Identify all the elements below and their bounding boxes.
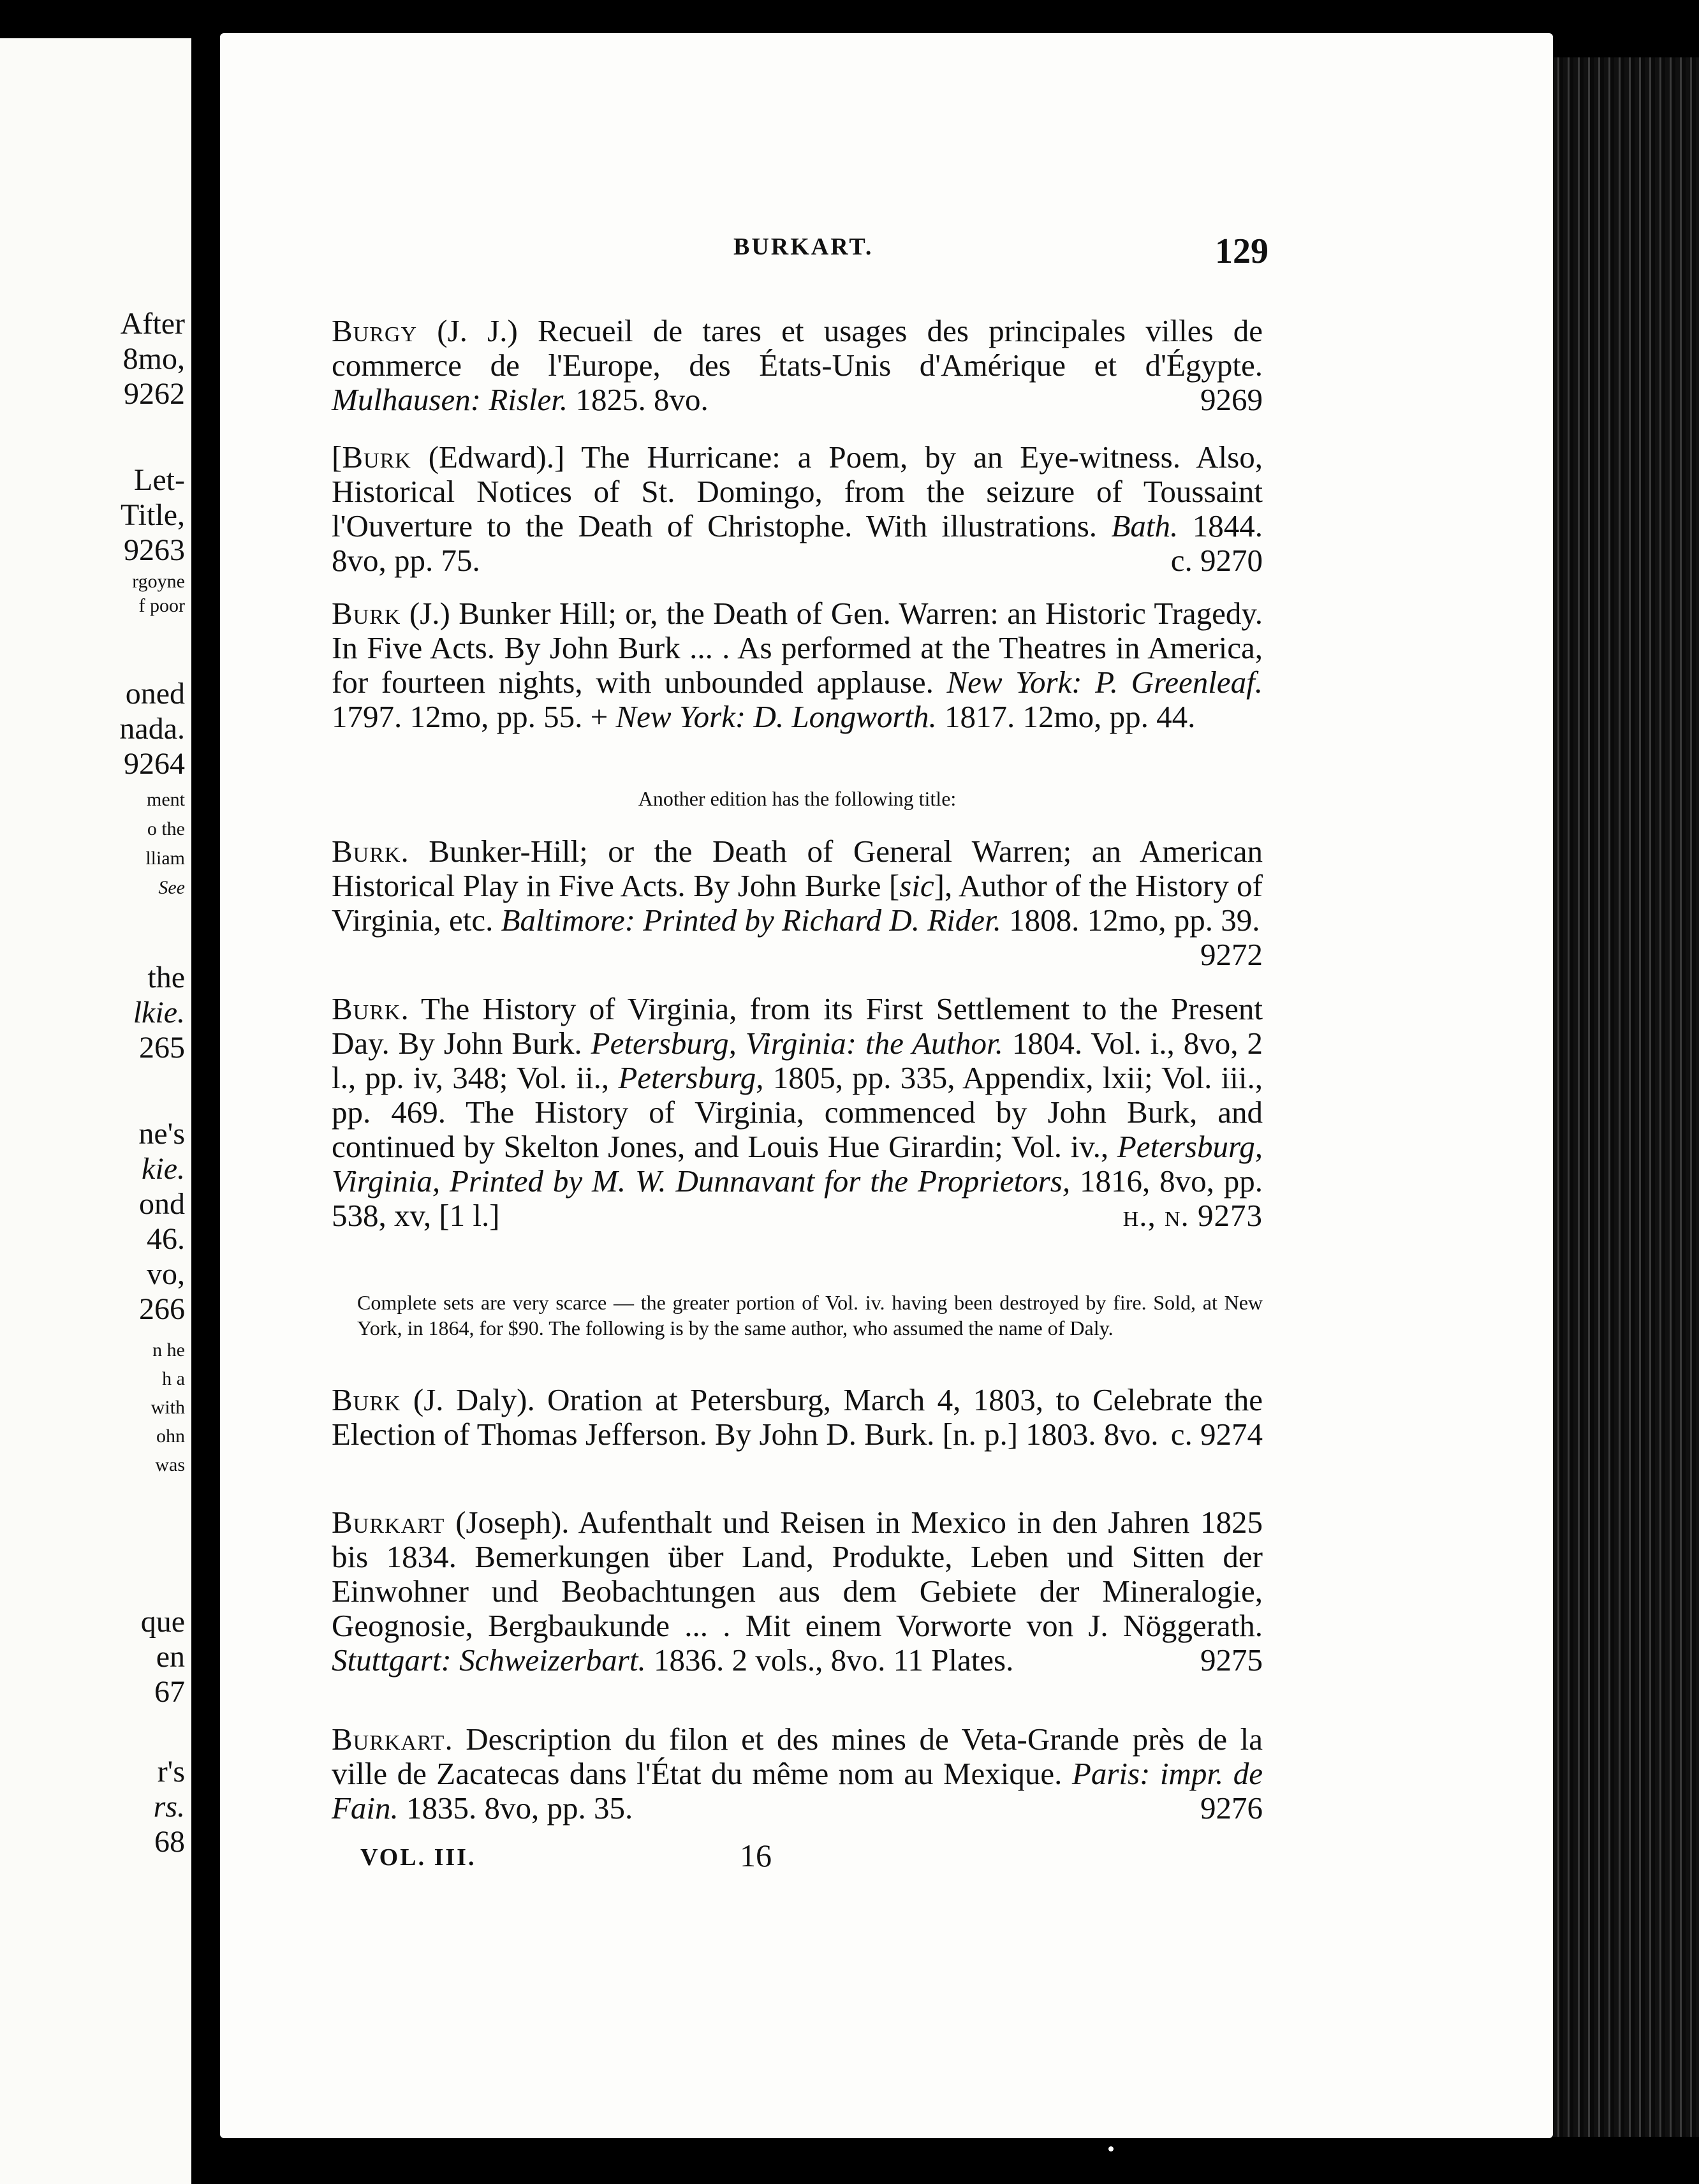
catalog-entry-9276 [332,1722,1263,1826]
facing-text: rs. [153,1790,185,1824]
facing-text: 265 [139,1031,185,1065]
entry-number: h., n. 9273 [1122,1198,1263,1233]
facing-text: rgoyne [132,571,185,592]
facing-text: Title, [121,498,185,532]
catalog-entry-9272 [332,834,1263,972]
facing-text: 46. [147,1222,185,1256]
facing-text: 9264 [124,747,185,781]
facing-text: oned [125,677,185,711]
entry-imprint: New York: D. Longworth. [615,699,937,734]
entry-text: . The History of Virginia, from its First Settlement to the Present Day. By John Burk. [332,991,1263,1061]
entry-number: 9275 [1200,1642,1263,1678]
facing-text: lliam [145,848,185,869]
entry-sic: sic [899,868,934,903]
facing-text: with [151,1397,185,1418]
entry-text: 1825. 8vo. [568,382,709,417]
entry-imprint: Petersburg, Virginia: the Author. [591,1026,1003,1061]
catalog-entry-9273 [332,992,1263,1233]
entry-heading: Burk [332,596,401,631]
facing-text: After [120,307,185,341]
facing-text: 9263 [124,533,185,567]
entry-text: 1808. 12mo, pp. 39. [1001,903,1260,938]
entry-text: 1835. 8vo, pp. 35. [398,1790,633,1826]
entry-text: ], Author of the History of Virginia, etc. [332,868,1263,938]
entry-heading: Burk [332,1382,401,1417]
entry-text: (J. J.) Recueil de tares et usages des principales villes de commerce de l'Europe, des États-Unis d'Amérique et d'Égypte. [332,313,1263,383]
entry-number: 9276 [1200,1790,1263,1826]
entry-heading: Burk [332,834,401,869]
facing-text: 9262 [124,377,185,411]
entry-imprint: Bath. [1111,508,1179,543]
entry-note: Another edition has the following title: [638,787,957,810]
page-number: 129 [1215,232,1269,271]
facing-text: vo, [147,1257,185,1291]
facing-text: ohn [156,1426,185,1447]
entry-text: 1817. 12mo, pp. 44. [936,699,1196,734]
facing-text: was [155,1454,185,1475]
catalog-entry-9269 [332,314,1263,417]
facing-text: kie. [142,1152,185,1186]
entry-imprint: Petersburg, [618,1060,764,1095]
entry-number: c. 9270 [1170,543,1263,578]
facing-page [0,38,191,2184]
facing-text: 68 [154,1825,185,1859]
facing-text: que [140,1605,185,1639]
entry-text: 1816, 8vo, pp. 538, xv, [1 l.] [332,1163,1263,1233]
catalog-entry-9270 [332,440,1263,578]
running-head: BURKART. [733,233,874,260]
facing-text: ne's [138,1117,185,1151]
facing-text: 67 [154,1675,185,1709]
entry-imprint: Stuttgart: Schweizerbart. [332,1642,646,1678]
entry-number: 9269 [1200,382,1263,417]
entry-text: 1805, pp. 335, Appendix, lxii; Vol. iii., pp. 469. The History of Virginia, commenced by John Burk, and continued by Skelton Jones, and Louis Hue Girardin; Vol. iv., [332,1060,1263,1164]
entry-text: . Bunker-Hill; or the Death of General Warren; an American Historical Play in Five Acts. By John Burke [ [332,834,1263,903]
entry-text: 1836. 2 vols., 8vo. 11 Plates. [645,1642,1014,1678]
entry-bracket: [ [332,439,342,475]
facing-text: See [158,877,185,898]
book-edge [1553,57,1699,2137]
facing-text: nada. [119,712,185,746]
entry-text: (Edward).] The Hurricane: a Poem, by an Eye-witness. Also, Historical Notices of St. Domingo, from the seizure of Toussaint l'Ouverture to the Death of Christophe. With illustrations. [332,439,1263,543]
entry-text: 1844. 8vo, pp. 75. [332,508,1263,578]
catalog-entry-9275 [332,1505,1263,1678]
facing-text: ond [139,1187,185,1221]
facing-text: the [147,961,185,994]
facing-text: n he [152,1339,185,1361]
entry-text: 1797. 12mo, pp. 55. + [332,699,616,734]
volume-marker: VOL. III. [360,1844,476,1871]
entry-text: 1804. Vol. i., 8vo, 2 l., pp. iv, 348; Vol. ii., [332,1026,1263,1095]
entry-imprint: Baltimore: Printed by Richard D. Rider. [501,903,1001,938]
facing-text: lkie. [133,996,185,1029]
signature-mark: 16 [740,1838,772,1873]
facing-text: 8mo, [122,342,185,376]
facing-text: f poor [138,595,185,616]
facing-text: en [156,1640,185,1674]
entry-imprint: Petersburg, Virginia, Printed by M. W. Dunnavant for the Proprietors, [332,1129,1263,1199]
entry-imprint: Mulhausen: Risler. [332,382,568,417]
entry-text: (Joseph). Aufenthalt und Reisen in Mexico in den Jahren 1825 bis 1834. Bemerkungen über Land, Produkte, Leben und Sitten der Einwohner und Beobachtungen aus dem Gebiete der Mineralogie, Geognosie, Bergbaukunde ... . Mit einem Vorworte von J. Nöggerath. [332,1505,1263,1643]
entry-heading: Burk [332,991,401,1026]
facing-text: ment [147,789,185,810]
facing-text: o the [147,818,185,839]
entry-heading: Burk [342,439,411,475]
entry-note: Complete sets are very scarce — the greater portion of Vol. iv. having been destroyed by fire. Sold, at New York, in 1864, for $90. The following is by the same author, who assumed the name of Daly. [357,1291,1263,1339]
facing-text: r's [157,1755,185,1789]
entry-heading: Burgy [332,313,418,348]
facing-text: Let- [134,463,185,497]
entry-text: (J. Daly). Oration at Petersburg, March 4, 1803, to Celebrate the Election of Thomas Jefferson. By John D. Burk. [n. p.] 1803. 8vo. [332,1382,1263,1452]
catalog-entry-9271 [332,596,1263,734]
entry-number: c. 9274 [1170,1417,1263,1452]
entry-text: (J.) Bunker Hill; or, the Death of Gen. Warren: an Historic Tragedy. In Five Acts. By John Burk ... . As performed at the Theatres in America, for fourteen nights, with unbounded applause. [332,596,1263,700]
entry-imprint: Paris: impr. de Fain. [332,1756,1263,1826]
entry-heading: Burkart [332,1505,445,1540]
facing-text: h a [162,1368,185,1389]
entry-imprint: New York: P. Greenleaf. [946,665,1263,700]
entry-number: 9272 [1200,937,1263,972]
catalog-entry-9274 [332,1383,1263,1452]
entry-text: . Description du filon et des mines de Veta-Grande près de la ville de Zacatecas dans l'État du même nom au Mexique. [332,1722,1263,1791]
facing-text: 266 [139,1292,185,1326]
scan-speck [1108,2146,1114,2151]
entry-heading: Burkart [332,1722,445,1757]
